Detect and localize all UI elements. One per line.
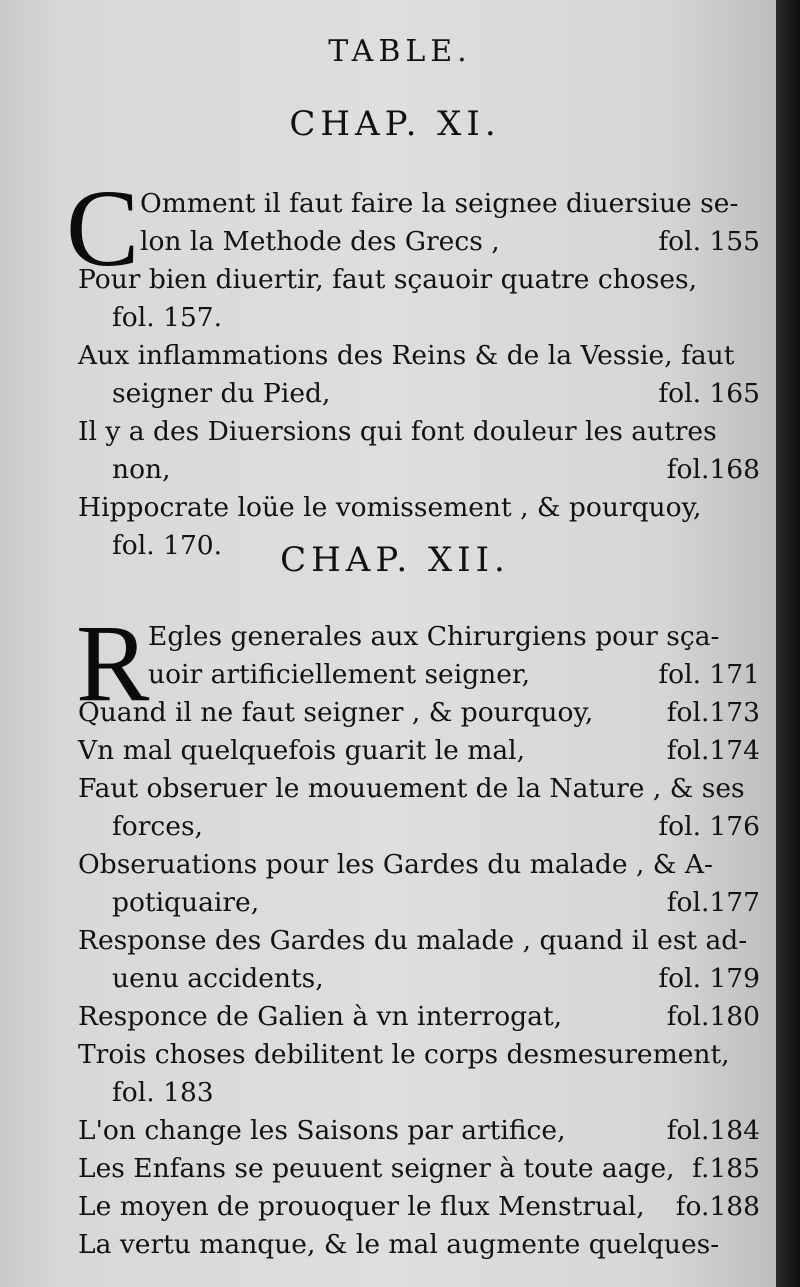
toc-entry-line	[0, 185, 760, 223]
toc-entry-text: fol. 157.	[112, 302, 223, 333]
toc-entry-line	[0, 922, 760, 960]
drop-cap-c: C	[66, 167, 140, 289]
page-edge-shadow	[776, 0, 800, 1287]
toc-entry	[0, 413, 760, 489]
chapter-xii-heading: CHAP. XII.	[280, 540, 510, 580]
toc-entry-line	[0, 1036, 760, 1074]
toc-entry-text: Le moyen de prouoquer le flux Menstrual,	[78, 1191, 645, 1222]
toc-entry-line	[0, 960, 760, 998]
toc-entry-line	[0, 732, 760, 770]
toc-entry-text: uenu accidents,	[112, 963, 324, 994]
toc-entry-text: Les Enfans se peuuent seigner à toute aage,	[78, 1153, 675, 1184]
toc-entry-line	[0, 884, 760, 922]
toc-entry-text: Response des Gardes du malade , quand il est ad-	[78, 925, 748, 956]
toc-entry-line	[0, 223, 760, 261]
toc-entry-line	[0, 1074, 760, 1112]
toc-entry-text: Quand il ne faut seigner , & pourquoy,	[78, 697, 594, 728]
toc-entry-line	[0, 998, 760, 1036]
toc-entry-text: fol. 183	[112, 1077, 214, 1108]
toc-entry-line	[0, 1188, 760, 1226]
toc-entry-line	[0, 694, 760, 732]
toc-entry-line	[0, 451, 760, 489]
toc-entry	[0, 261, 760, 337]
toc-entry-line	[0, 413, 760, 451]
folio-reference: fol. 155	[658, 226, 760, 257]
toc-entry	[0, 1150, 760, 1188]
toc-entry-text: forces,	[112, 811, 203, 842]
folio-reference: fol.184	[666, 1115, 760, 1146]
toc-entry-text: Vn mal quelquefois guarit le mal,	[78, 735, 526, 766]
toc-entry-text: Pour bien diuertir, faut sçauoir quatre choses,	[78, 264, 698, 295]
toc-entry-line	[0, 1226, 760, 1264]
toc-entry	[0, 922, 760, 998]
toc-entry-line	[0, 261, 760, 299]
toc-entry	[0, 732, 760, 770]
toc-entry-text: Responce de Galien à vn interrogat,	[78, 1001, 563, 1032]
toc-entry-text: Omment il faut faire la seignee diuersiue se-	[140, 188, 739, 219]
toc-entry	[0, 1226, 760, 1264]
folio-reference: fol. 176	[658, 811, 760, 842]
toc-entry-line	[0, 656, 760, 694]
toc-entry	[0, 1188, 760, 1226]
toc-entry-text: Egles generales aux Chirurgiens pour sça-	[148, 621, 720, 652]
toc-entry-text: Il y a des Diuersions qui font douleur les autres	[78, 416, 717, 447]
toc-entry-line	[0, 846, 760, 884]
folio-reference: f.185	[692, 1153, 760, 1184]
toc-entry	[0, 846, 760, 922]
toc-entry-text: potiquaire,	[112, 887, 260, 918]
toc-entry-text: Aux inflammations des Reins & de la Vessie, faut	[78, 340, 735, 371]
folio-reference: fol.180	[666, 1001, 760, 1032]
folio-reference: fol. 171	[658, 659, 760, 690]
toc-entry	[0, 770, 760, 846]
toc-entry-line	[0, 618, 760, 656]
toc-entry-line	[0, 1150, 760, 1188]
chapter-xi-heading: CHAP. XI.	[289, 104, 501, 144]
folio-reference: fol. 179	[658, 963, 760, 994]
folio-reference: fol.168	[666, 454, 760, 485]
drop-cap-r: R	[76, 602, 150, 724]
toc-entry-line	[0, 489, 760, 527]
toc-entry-line	[0, 299, 760, 337]
toc-entry-line	[0, 375, 760, 413]
toc-entry-text: L'on change les Saisons par artifice,	[78, 1115, 566, 1146]
toc-entry-text: uoir artificiellement seigner,	[148, 659, 531, 690]
chapter-xi-entries	[0, 185, 760, 565]
folio-reference: fol.174	[666, 735, 760, 766]
toc-entry-text: La vertu manque, & le mal augmente quelques-	[78, 1229, 720, 1260]
toc-entry	[0, 1112, 760, 1150]
toc-entry-text: Obseruations pour les Gardes du malade , & A-	[78, 849, 713, 880]
toc-entry-text: Hippocrate loüe le vomissement , & pourquoy,	[78, 492, 702, 523]
toc-entry-text: Faut obseruer le mouuement de la Nature , & ses	[78, 773, 745, 804]
folio-reference: fol.177	[666, 887, 760, 918]
toc-entry	[0, 1036, 760, 1112]
toc-entry-text: seigner du Pied,	[112, 378, 331, 409]
toc-entry-text: fol. 170.	[112, 530, 223, 561]
running-head: TABLE.	[328, 34, 472, 69]
toc-entry-line	[0, 770, 760, 808]
toc-entry-line	[0, 1112, 760, 1150]
toc-entry-line	[0, 337, 760, 375]
toc-entry-text: non,	[112, 454, 171, 485]
toc-entry-line	[0, 808, 760, 846]
folio-reference: fol.173	[666, 697, 760, 728]
toc-entry	[0, 618, 760, 694]
toc-entry	[0, 185, 760, 261]
folio-reference: fo.188	[675, 1191, 760, 1222]
toc-entry	[0, 694, 760, 732]
toc-entry-text: Trois choses debilitent le corps desmesurement,	[78, 1039, 730, 1070]
toc-entry-text: lon la Methode des Grecs ,	[140, 226, 500, 257]
folio-reference: fol. 165	[658, 378, 760, 409]
toc-entry	[0, 998, 760, 1036]
toc-entry	[0, 337, 760, 413]
chapter-xii-entries	[0, 618, 760, 1264]
